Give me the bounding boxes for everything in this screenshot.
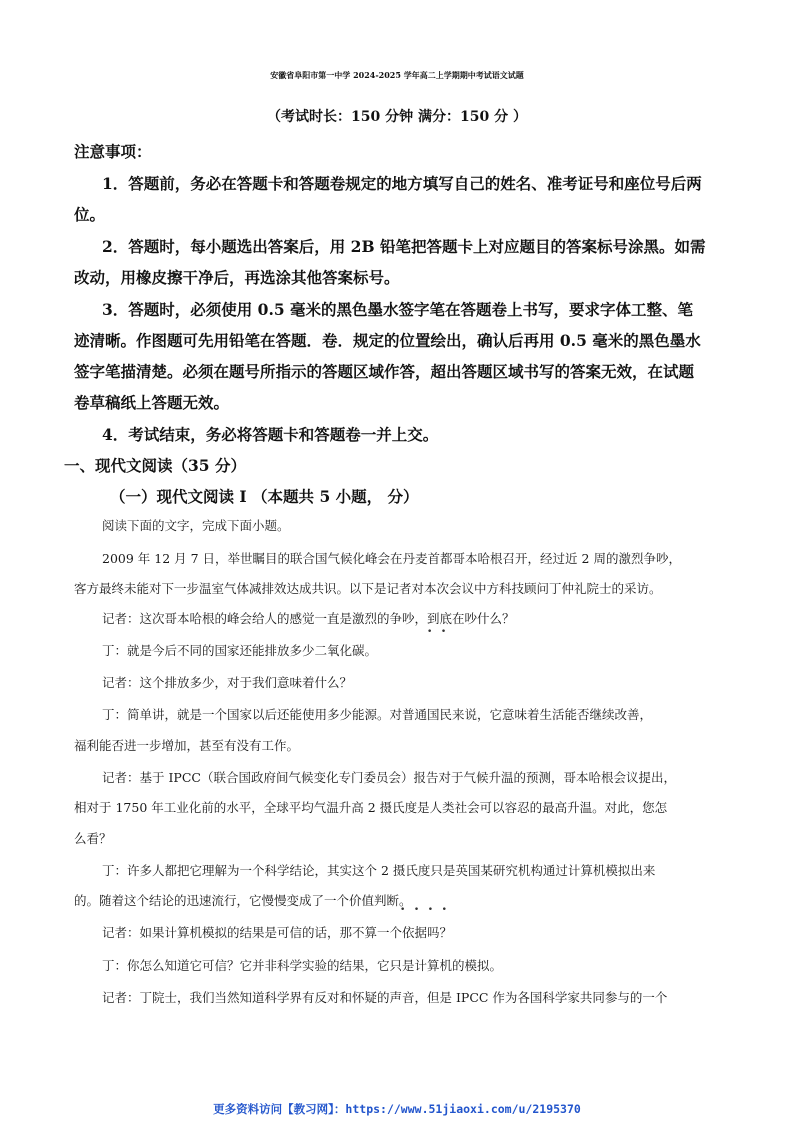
notice-line: 4．考试结束，务必将答题卡和答题卷一并上交。 — [102, 425, 439, 444]
passage-line: 相对于 1750 年工业化前的水平，全球平均气温升高 2 摄氏度是人类社会可以容忍的最高升温。对此，您怎 — [74, 800, 668, 815]
exam-duration-info: （考试时长：150 分钟 满分：150 分 ） — [267, 109, 527, 125]
passage-line: 记者：如果计算机模拟的结果是可信的话，那不算一个依据吗？ — [102, 925, 453, 940]
passage-line: 记者：这个排放多少，对于我们意味着什么？ — [102, 675, 353, 690]
notice-line: 3．答题时，必须使用 0.5 毫米的黑色墨水签字笔在答题卷上书写，要求字体工整、笔 — [102, 300, 694, 319]
section-subheading: （一）现代文阅读 I （本题共 5 小题， 分） — [110, 487, 419, 506]
passage-line: 记者：基于 IPCC（联合国政府间气候变化专门委员会）报告对于气候升温的预测，哥本哈根会议提出， — [102, 770, 676, 785]
passage-line: 丁：就是今后不同的国家还能排放多少二氧化碳。 — [102, 643, 378, 658]
passage-line: 丁：你怎么知道它可信？它并非科学实验的结果，它只是计算机的模拟。 — [102, 958, 503, 973]
passage-line: 丁：许多人都把它理解为一个科学结论，其实这个 2 摄氏度只是英国某研究机构通过计算机模拟出来 — [102, 863, 656, 878]
emphasis-dots: • • — [427, 627, 447, 637]
passage-line: 阅读下面的文字，完成下面小题。 — [102, 518, 290, 533]
section-heading: 一、现代文阅读（35 分） — [64, 456, 246, 475]
notice-line: 卷草稿纸上答题无效。 — [74, 393, 230, 412]
passage-line: 丁：简单讲，就是一个国家以后还能使用多少能源。对普通国民来说，它意味着生活能否继续改善， — [102, 707, 653, 722]
passage-line: 客方最终未能对下一步温室气体减排效达成共识。以下是记者对本次会议中方科技顾问丁仲礼院士的采访。 — [74, 581, 662, 596]
notice-line: 迹清晰。作图题可先用铅笔在答题．卷．规定的位置绘出，确认后再用 0.5 毫米的黑色墨水 — [74, 331, 701, 350]
notice-line: 签字笔描清楚。必须在题号所指示的答题区域作答，超出答题区域书写的答案无效，在试题 — [74, 362, 695, 381]
passage-line: 么看？ — [74, 831, 112, 846]
passage-line: 的。随着这个结论的迅速流行，它慢慢变成了一个价值判断。 — [74, 893, 412, 908]
notice-line: 改动，用橡皮擦干净后，再选涂其他答案标号。 — [74, 268, 400, 287]
emphasis-dots: • • • • — [400, 905, 447, 915]
notice-line: 位。 — [74, 205, 106, 224]
notice-line: 2．答题时，每小题选出答案后，用 2B 铅笔把答题卡上对应题目的答案标号涂黑。如需 — [102, 237, 706, 256]
passage-line: 福利能否进一步增加，甚至有没有工作。 — [74, 738, 300, 753]
page-title: 安徽省阜阳市第一中学 2024-2025 学年高二上学期期中考试语文试题 — [270, 70, 524, 80]
passage-line: 2009 年 12 月 7 日，举世瞩目的联合国气候化峰会在丹麦首都哥本哈根召开，经过近 2 周的激烈争吵， — [102, 551, 681, 566]
notice-heading: 注意事项： — [74, 142, 152, 161]
notice-line: 1．答题前，务必在答题卡和答题卷规定的地方填写自己的姓名、准考证号和座位号后两 — [102, 174, 702, 193]
passage-line: 记者：丁院士，我们当然知道科学界有反对和怀疑的声音，但是 IPCC 作为各国科学家共同参与的一个 — [102, 990, 668, 1005]
passage-line: 记者：这次哥本哈根的峰会给人的感觉一直是激烈的争吵，到底在吵什么？ — [102, 611, 515, 626]
footer-link[interactable]: 更多资料访问【教习网】：https://www.51jiaoxi.com/u/2195370 — [213, 1102, 581, 1116]
